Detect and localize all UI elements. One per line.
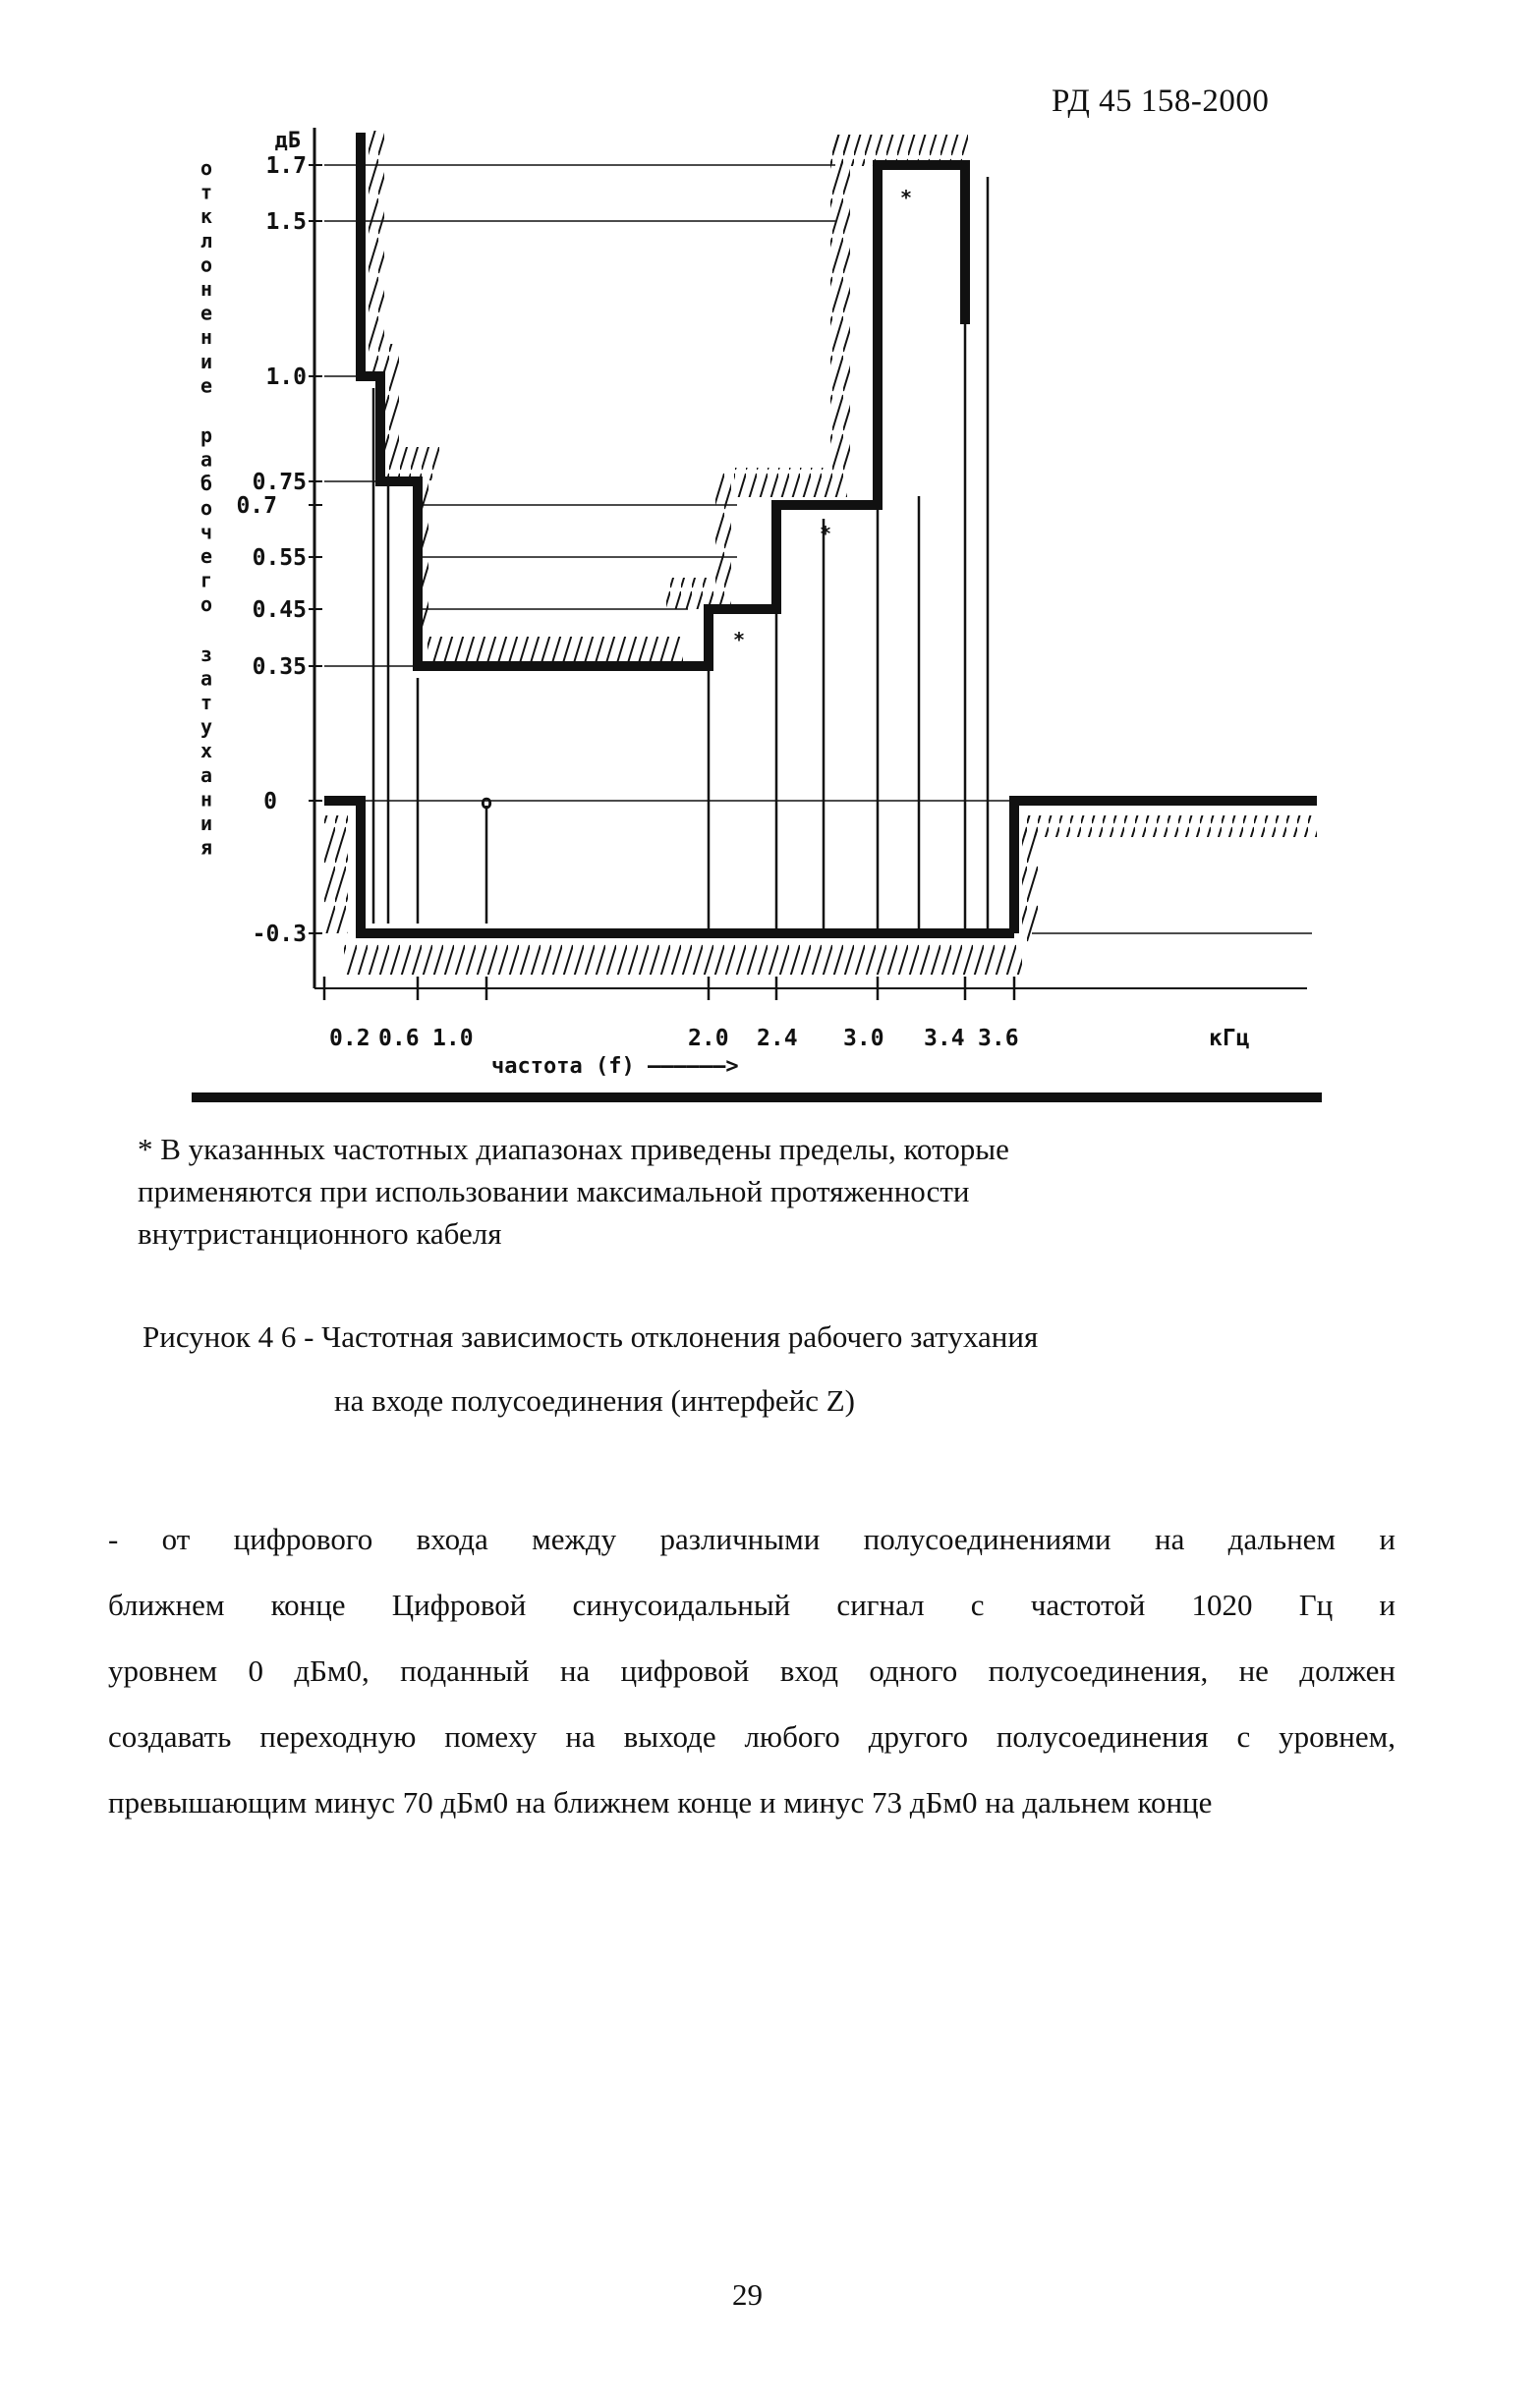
footnote-line-1: * В указанных частотных диапазонах приведены пределы, которые (138, 1132, 1009, 1166)
star-marker-2.4-3.0: * (819, 522, 832, 545)
y-tick-label-5: 0.7 (236, 493, 277, 519)
y-axis-title-letter-28: и (199, 812, 213, 835)
y-tick-label-9: 0 (263, 789, 277, 814)
y-tick-label-2: 1.5 (265, 209, 307, 235)
y-axis-title-letter-24: у (199, 714, 213, 739)
y-axis-title-letter-3: к (199, 204, 213, 229)
y-axis-title-letter-6: н (199, 277, 213, 301)
upper-limit-mask (361, 133, 965, 666)
figure-caption-line-1: Рисунок 4 6 - Частотная зависимость отклонения рабочего затухания (142, 1319, 1039, 1354)
x-tick-label-2: 0.6 (378, 1026, 420, 1051)
star-marker-2.0-2.4: * (732, 628, 746, 651)
y-tick-label-8: 0.35 (252, 654, 307, 680)
y-tick-label-3: 1.0 (265, 364, 307, 390)
hatch-band-7 (715, 472, 731, 604)
y-axis-title-letter-7: е (199, 301, 213, 325)
attenuation-deviation-chart (0, 0, 1538, 1091)
x-tick-label-8: 3.6 (978, 1026, 1019, 1051)
paragraph-line-1: - от цифрового входа между различными полусоединениями на дальнем и (108, 1522, 1396, 1556)
star-marker-3.0-3.4: * (899, 186, 913, 209)
y-axis-title-letter-4: л (199, 228, 213, 252)
y-tick-label-6: 0.55 (252, 545, 307, 571)
hatch-band-1 (369, 131, 384, 378)
y-tick-label-10: -0.3 (252, 922, 307, 947)
y-tick-label-7: 0.45 (252, 597, 307, 623)
paragraph-line-3: уровнем 0 дБм0, поданный на цифровой вход одного полусоединения, не должен (108, 1653, 1396, 1688)
y-axis-title-letter-29: я (199, 835, 213, 860)
paragraph-line-5: превышающим минус 70 дБм0 на ближнем конце и минус 73 дБм0 на дальнем конце (108, 1785, 1213, 1820)
document-code: РД 45 158-2000 (1052, 84, 1270, 119)
x-tick-label-1: 0.2 (329, 1026, 370, 1051)
y-axis-title-letter-2: т (199, 180, 213, 204)
y-axis-title-letter-10: е (199, 373, 213, 398)
y-axis-title-letter-26: а (199, 762, 213, 787)
y-unit-label: дБ (274, 129, 301, 153)
y-axis-title-letter-8: н (199, 325, 213, 350)
paragraph-line-4: создавать переходную помеху на выходе любого другого полусоединения с уровнем, (108, 1719, 1396, 1754)
figure-caption-line-2: на входе полусоединения (интерфейс Z) (334, 1383, 855, 1418)
hatched-tolerance-borders (324, 131, 1317, 975)
y-axis-title-letter-23: т (199, 691, 213, 714)
x-tick-label-5: 2.4 (757, 1026, 798, 1051)
x-unit-label: кГц (1209, 1026, 1250, 1051)
y-axis-title-letter-14: б (199, 472, 213, 496)
x-tick-label-7: 3.4 (924, 1026, 965, 1051)
y-axis-title-letter-17: е (199, 544, 213, 568)
hatch-band-11 (324, 815, 348, 933)
x-tick-label-3: 1.0 (432, 1026, 474, 1051)
figure-divider (192, 1092, 1322, 1102)
paragraph-line-2: ближнем конце Цифровой синусоидальный сигнал с частотой 1020 Гц и (108, 1588, 1396, 1622)
body-paragraph (108, 1506, 1396, 1835)
x-tick-label-6: 3.0 (843, 1026, 884, 1051)
hatch-band-9 (830, 135, 850, 474)
hatch-band-2 (383, 344, 399, 481)
footnote-line-3: внутристанционного кабеля (138, 1216, 502, 1251)
y-axis-title-letter-5: о (199, 252, 213, 277)
page-number: 29 (732, 2277, 763, 2312)
y-axis-title-letter-13: а (199, 447, 213, 472)
y-axis-title-letter-15: о (199, 495, 213, 520)
reference-point-marker: o (480, 790, 493, 813)
y-axis-title-letter-9: и (199, 349, 213, 373)
y-axis-title-letter-16: ч (199, 520, 213, 544)
hatch-band-8 (734, 468, 847, 497)
footnote (138, 1128, 1238, 1255)
y-axis-title-letter-12: р (199, 423, 213, 447)
y-axis-title-letter-19: о (199, 592, 213, 617)
x-axis-title: частота (f) ——————> (491, 1054, 739, 1079)
y-tick-label-1: 1.7 (265, 153, 307, 179)
hatch-band-14 (1022, 815, 1317, 837)
y-axis-title-letter-21: з (199, 642, 213, 666)
y-tick-label-4: 0.75 (252, 470, 307, 495)
axes (309, 128, 1307, 1000)
y-axis-title-letter-27: н (199, 787, 213, 812)
y-axis-title-letter-25: х (199, 739, 213, 763)
y-axis-title-letter-18: г (199, 568, 213, 592)
hatch-band-12 (344, 943, 1022, 975)
y-axis-title-letter-1: о (199, 156, 213, 180)
footnote-line-2: применяются при использовании максимальной протяженности (138, 1174, 970, 1208)
lower-limit-mask (324, 801, 1014, 933)
x-tick-label-4: 2.0 (688, 1026, 729, 1051)
y-axis-title-letter-22: а (199, 666, 213, 691)
hatch-band-3 (398, 447, 439, 480)
